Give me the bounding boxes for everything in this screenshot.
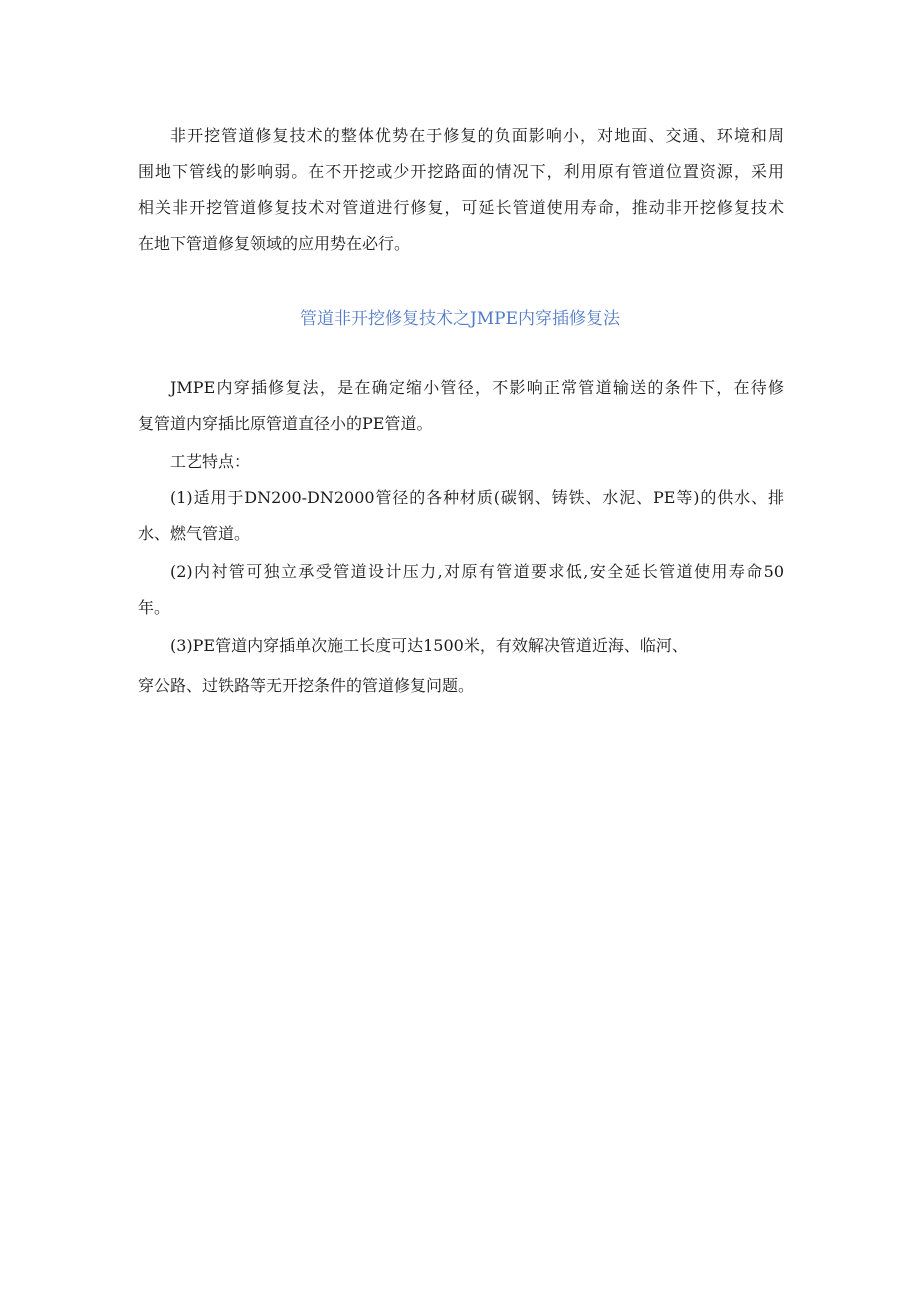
- feature-3-line-2: 穿公路、过铁路等无开挖条件的管道修复问题。: [138, 676, 475, 695]
- feature-1-line-1: (1)适用于DN200-DN2000管径的各种材质(碳钢、铸铁、水泥、PE等)的供水、排: [170, 488, 784, 507]
- feature-1-line-2: 水、燃气管道。: [138, 524, 251, 543]
- intro-line-3: 相关非开挖管道修复技术对管道进行修复，可延长管道使用寿命，推动非开挖修复技术: [138, 198, 784, 217]
- intro-line-1: 非开挖管道修复技术的整体优势在于修复的负面影响小，对地面、交通、环境和周: [170, 126, 784, 145]
- feature-2-line-1: (2)内衬管可独立承受管道设计压力,对原有管道要求低,安全延长管道使用寿命50: [170, 562, 784, 581]
- definition-line-2: 复管道内穿插比原管道直径小的PE管道。: [138, 414, 433, 433]
- section-heading: 管道非开挖修复技术之JMPE内穿插修复法: [299, 309, 621, 329]
- feature-2-line-2: 年。: [138, 598, 171, 617]
- feature-3-line-1: (3)PE管道内穿插单次施工长度可达1500米，有效解决管道近海、临河、: [170, 636, 688, 655]
- definition-line-1: JMPE内穿插修复法，是在确定缩小管径，不影响正常管道输送的条件下，在待修: [170, 378, 784, 397]
- intro-line-4: 在地下管道修复领域的应用势在必行。: [138, 234, 411, 253]
- features-label: 工艺特点：: [170, 452, 251, 471]
- intro-line-2: 围地下管线的影响弱。在不开挖或少开挖路面的情况下，利用原有管道位置资源，采用: [138, 162, 784, 181]
